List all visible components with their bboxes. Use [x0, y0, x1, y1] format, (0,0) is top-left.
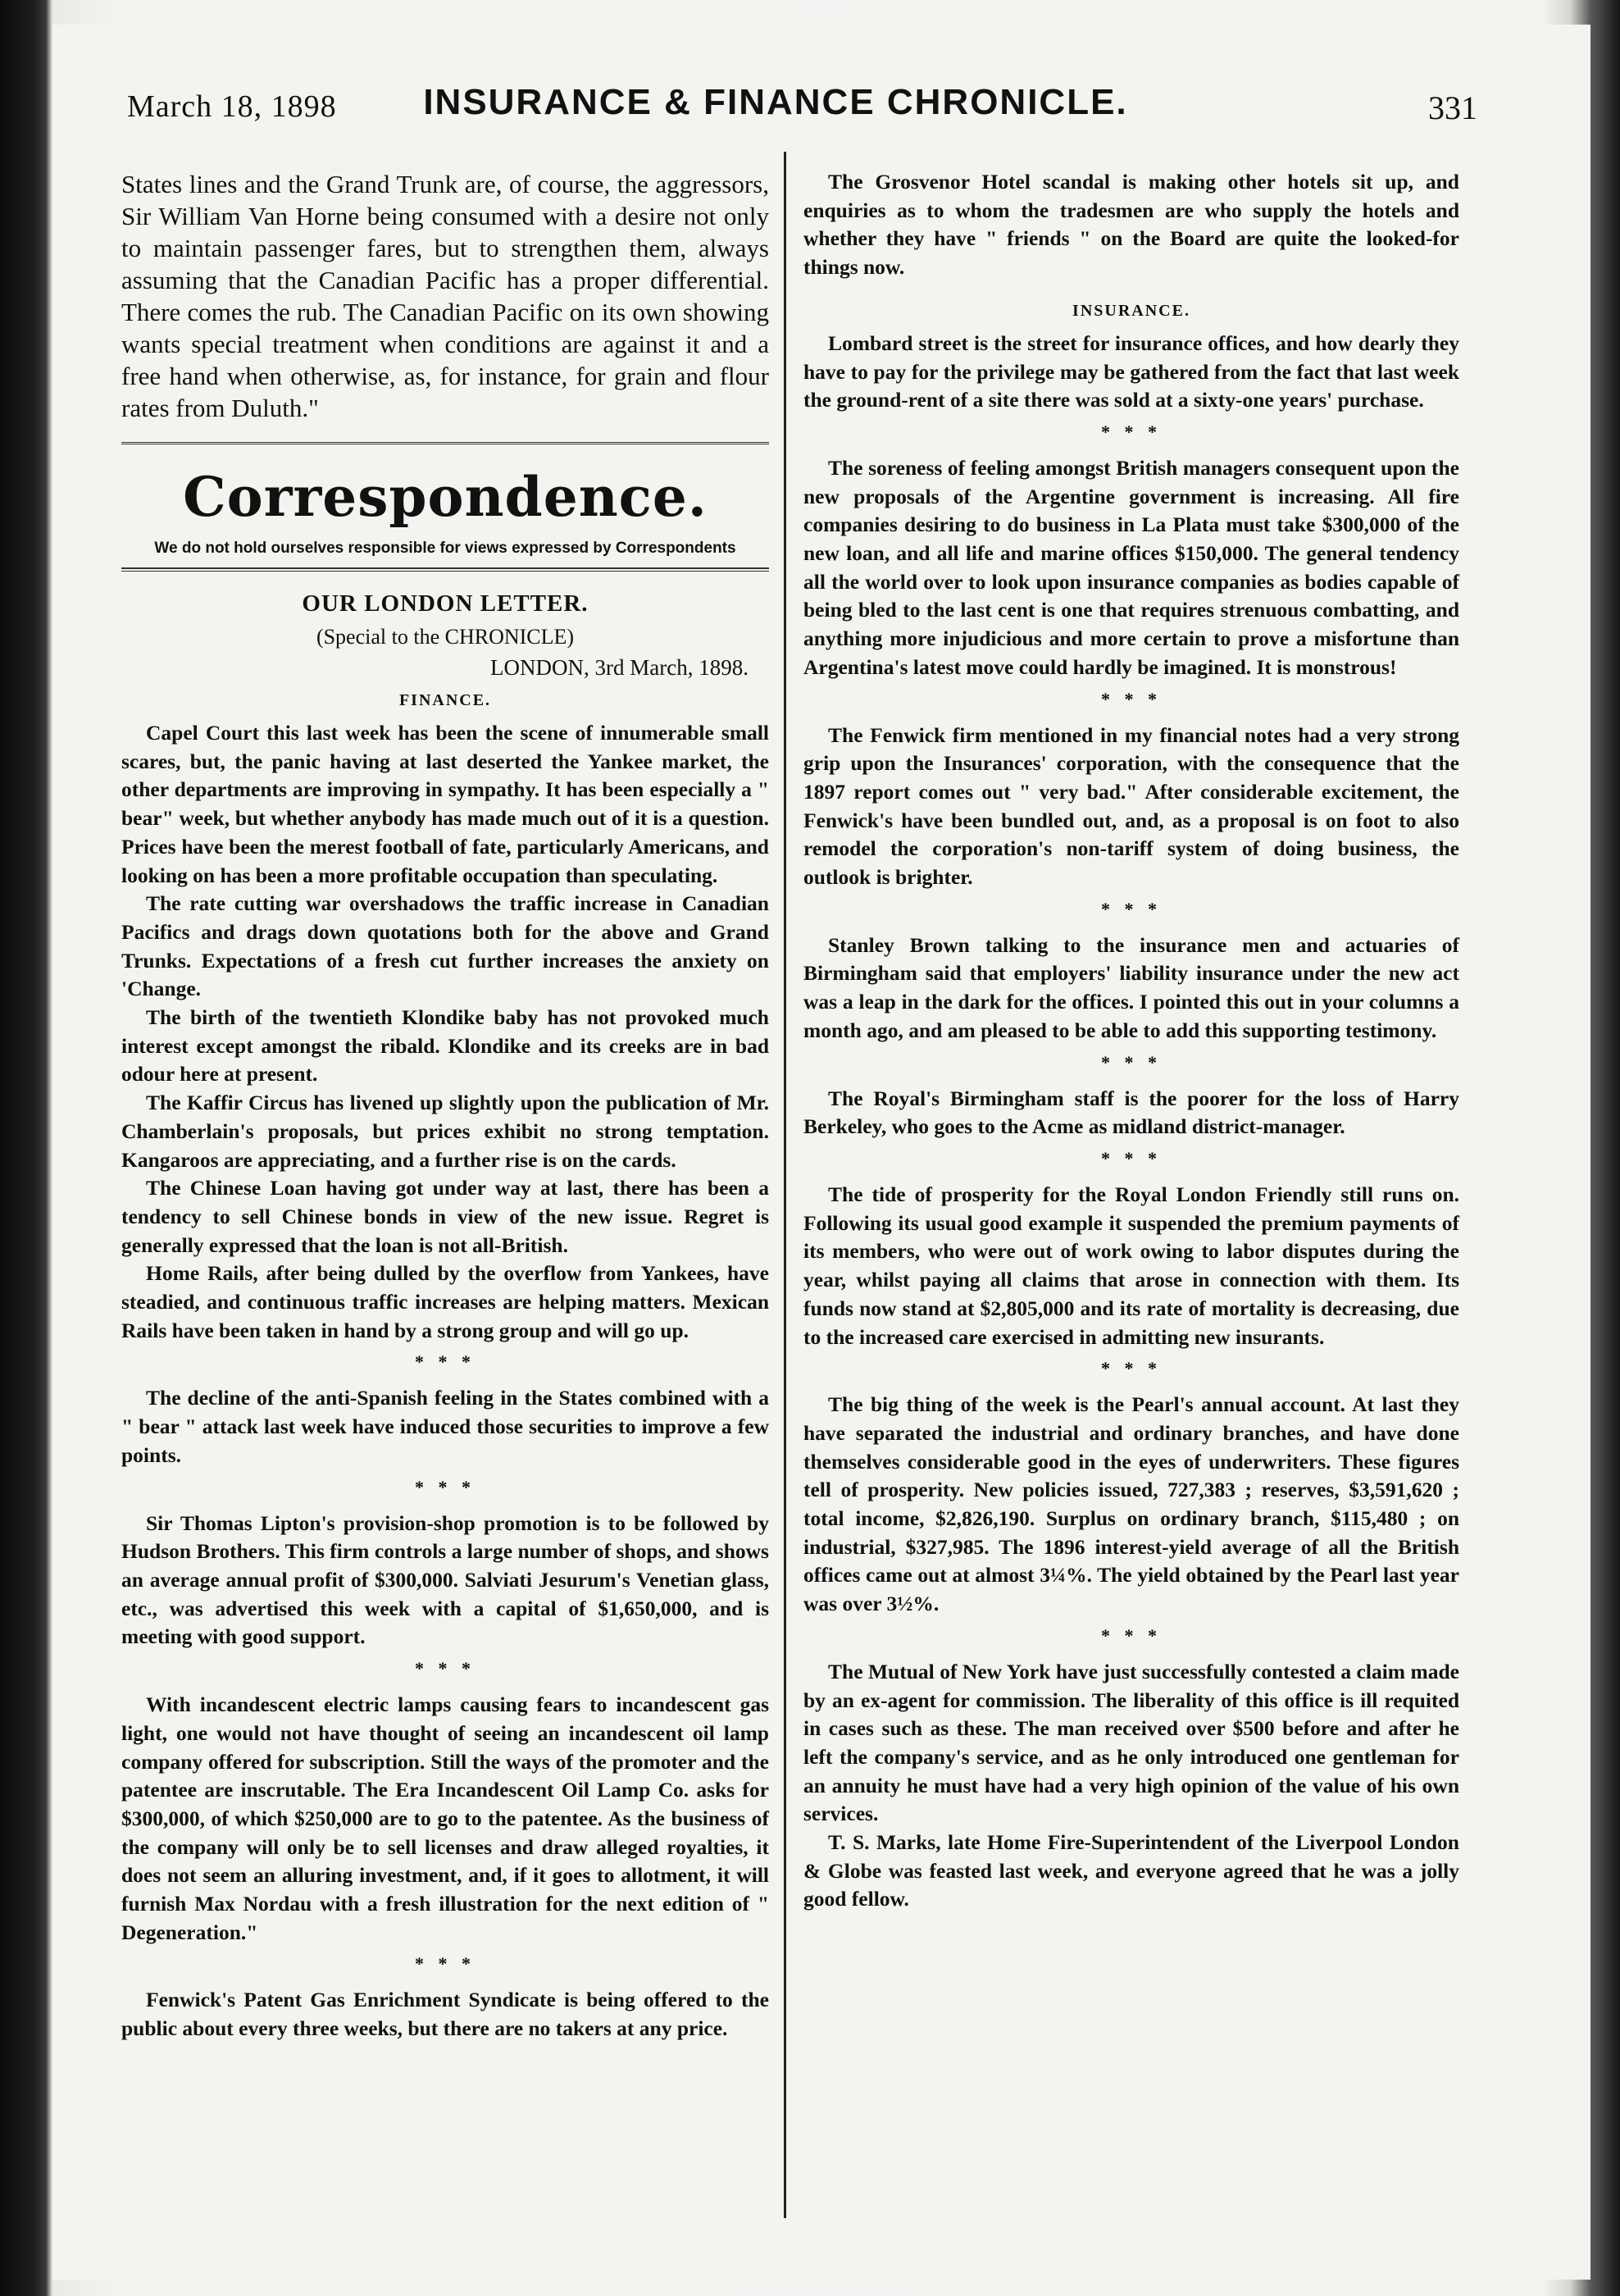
article-paragraph: Stanley Brown talking to the insurance men and actuaries of Birmingham said that employers' liability insurance under the new act was a leap in the dark for the offices. I pointed this out in your columns a month ago, and am pleased to be able to add this supporting testimony.: [803, 932, 1459, 1042]
insurance-label: INSURANCE.: [1072, 301, 1190, 320]
special-note: (Special to the CHRONICLE): [316, 625, 575, 649]
article-paragraph: Fenwick's Patent Gas Enrichment Syndicate is being offered to the public about every three weeks, but there are no takers at any price.: [121, 1988, 769, 2041]
article-paragraph: The Royal's Birmingham staff is the poorer for the loss of Harry Berkeley, who goes to the Acme as midland district-manager.: [803, 1086, 1459, 1139]
section-separator: * * *: [1101, 421, 1162, 442]
continued-quote: [121, 168, 769, 424]
correspondence-disclaimer: We do not hold ourselves responsible for views expressed by Correspondents: [154, 540, 736, 557]
section-separator: * * *: [1101, 1051, 1162, 1073]
article-paragraph: Capel Court this last week has been the scene of innumerable small scares, but, the panic having at last deserted the Yankee market, the other departments are improving in sympathy. It has been especially a " bear" week, but whether anybody has made much out of it is a question. Prices have been the merest football of fate, particularly Americans, and looking on has been a more profitable occupation than speculating.: [121, 721, 769, 887]
article-paragraph: The Kaffir Circus has livened up slightly upon the publication of Mr. Chamberlain's proposals, but prices exhibit no strong temptation. Kangaroos are appreciating, and a further rise is on the cards.: [121, 1091, 769, 1172]
article-paragraph: The Chinese Loan having got under way at last, there has been a tendency to sell Chinese bonds in view of the new issue. Regret is generally expressed that the loan is not all-British.: [121, 1176, 769, 1257]
article-paragraph: The birth of the twentieth Klondike baby has not provoked much interest except amongst the ribald. Klondike and its creeks are in bad odour here at present.: [121, 1005, 769, 1086]
section-rule: [121, 442, 769, 449]
section-separator: * * *: [1101, 1624, 1162, 1646]
article-paragraph: Lombard street is the street for insurance offices, and how dearly they have to pay for the privilege may be gathered from the fact that last week the ground-rent of a site there was sold at a sixty-one years' purchase.: [803, 330, 1459, 412]
section-separator: * * *: [1101, 688, 1162, 709]
article-paragraph: With incandescent electric lamps causing fears to incandescent gas light, one would not have thought of seeing an incandescent oil lamp company offered for subscription. Still the ways of the promoter and the patentee are inscrutable. The Era Incandescent Oil Lamp Co. asks for $300,000, of which $250,000 are to go to the patentee. As the business of the company will only be to sell licenses and draw alleged royalties, it does not seem an alluring investment, and, if it goes to allotment, it will furnish Max Nordau with a fresh illustration for the next edition of " Degeneration.": [121, 1692, 769, 1944]
article-paragraph: The Fenwick firm mentioned in my financial notes had a very strong grip upon the Insurances' corporation, with the consequence that the 1897 report comes out " very bad." After considerable excitement, the Fenwick's have been bundled out, and, as a proposal is on foot to also remodel the corporation's non-tariff system of doing business, the outlook is brighter.: [803, 722, 1459, 890]
section-separator: * * *: [415, 1658, 476, 1679]
finance-section: [121, 719, 769, 2043]
section-separator: * * *: [1101, 1358, 1162, 1379]
finance-label: FINANCE.: [398, 691, 492, 709]
article-paragraph: The tide of prosperity for the Royal London Friendly still runs on. Following its usual good example it suspended the premium payments of its members, who were out of work owing to labor disputes during the year, whilst paying all claims that arose in connection with them. Its funds now stand at $2,805,000 and its rate of mortality is decreasing, due to the increased care exercised in admitting new insurants.: [803, 1182, 1459, 1349]
article-paragraph: Sir Thomas Lipton's provision-shop promotion is to be followed by Hudson Brothers. This firm controls a large number of shops, and shows an average annual profit of $300,000. Salviati Jesurum's Venetian glass, etc., was advertised this week with a capital of $1,650,000, and is meeting with good support.: [121, 1510, 769, 1649]
article-title: OUR LONDON LETTER.: [302, 590, 589, 617]
section-separator: * * *: [415, 1953, 476, 1975]
right-column: [803, 168, 1459, 1914]
article-paragraph: T. S. Marks, late Home Fire-Superintendent of the Liverpool London & Globe was feasted last week, and everyone agreed that he was a jolly good fellow.: [803, 1830, 1459, 1911]
article-paragraph: Home Rails, after being dulled by the overflow from Yankees, have steadied, and continuous traffic increases are helping matters. Mexican Rails have been taken in hand by a strong group and will go up.: [121, 1261, 769, 1342]
dateline: LONDON, 3rd March, 1898.: [490, 655, 749, 680]
journal-title: INSURANCE & FINANCE CHRONICLE.: [423, 82, 1128, 122]
article-paragraph: The rate cutting war overshadows the traffic increase in Canadian Pacifics and drags down quotations both for the above and Grand Trunks. Expectations of a fresh cut further increases the anxiety on 'Change.: [121, 891, 769, 1001]
article-paragraph: The Mutual of New York have just successfully contested a claim made by an ex-agent for commission. The liberality of this office is ill requited in cases such as these. The man received over $500 before and after he left the company's service, and as he only introduced one gentleman for an annuity he must have had a very high opinion of the value of his own services.: [803, 1659, 1459, 1826]
section-separator: * * *: [415, 1351, 476, 1373]
running-head: [74, 82, 1477, 139]
correspondence-masthead: Correspondence.: [183, 465, 708, 529]
section-separator: * * *: [415, 1476, 476, 1497]
left-column: [121, 168, 769, 2043]
article-paragraph: The soreness of feeling amongst British managers consequent upon the new proposals of the Argentine government is increasing. All fire companies desiring to do business in La Plata must take $300,000 of the new loan, and all life and marine offices $150,000. The general tendency all the world over to look upon insurance companies as bodies capable of being bled to the last cent is one that requires strenuous combatting, and anything more injudicious and more certain to prove a misfortune than Argentina's latest move could hardly be imagined. It is monstrous!: [803, 455, 1459, 679]
issue-date: March 18, 1898: [127, 89, 337, 124]
article-paragraph: The big thing of the week is the Pearl's annual account. At last they have separated the industrial and ordinary branches, and have done themselves considerable good in the eyes of underwriters. These figures tell of prosperity. New policies issued, 727,383 ; reserves, $3,591,620 ; total income, $2,826,190. Surplus on ordinary branch, $115,480 ; on industrial, $327,985. The 1896 interest-yield average of all the British offices came out at almost 3¼%. The yield obtained by the Pearl last year was over 3½%.: [803, 1392, 1459, 1616]
section-separator: * * *: [1101, 898, 1162, 919]
article-paragraph: The Grosvenor Hotel scandal is making other hotels sit up, and enquiries as to whom the tradesmen are who supply the hotels and whether they have " friends " on the Board are quite the looked-for things now.: [803, 170, 1459, 280]
column-divider: [784, 152, 786, 2218]
section-rule: [121, 567, 769, 572]
quote-paragraph: States lines and the Grand Trunk are, of course, the aggressors, Sir William Van Horne being consumed with a desire not only to maintain passenger fares, but to strengthen them, always assuming that the Canadian Pacific has a proper differential. There comes the rub. The Canadian Pacific on its own showing wants special treatment when conditions are against it and a free hand when otherwise, as, for instance, for grain and flour rates from Duluth.": [121, 170, 769, 422]
page-number: 331: [1428, 89, 1477, 126]
article-paragraph: The decline of the anti-Spanish feeling in the States combined with a " bear " attack last week have induced those securities to improve a few points.: [121, 1386, 769, 1467]
section-separator: * * *: [1101, 1147, 1162, 1168]
